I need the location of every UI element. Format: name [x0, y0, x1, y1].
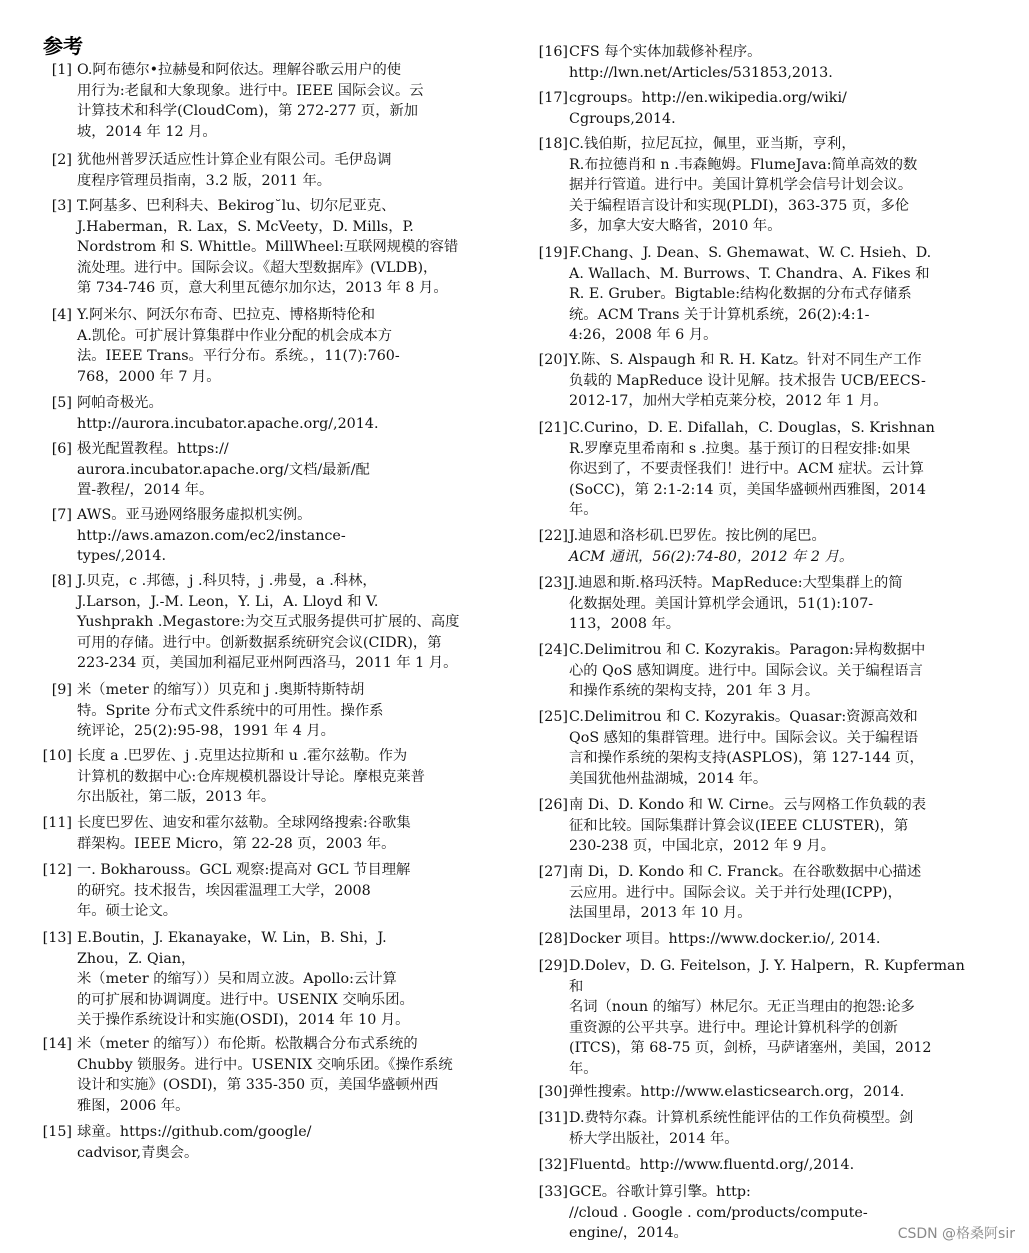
reference-line: cgroups。http://en.wikipedia.org/wiki/ — [569, 90, 847, 106]
reference-number: [13] — [42, 930, 72, 946]
reference-line: 雅图，2006 年。 — [77, 1097, 190, 1114]
reference-text — [77, 860, 492, 922]
reference-number: [21] — [538, 420, 568, 436]
reference-line: 负载的 MapReduce 设计见解。技术报告 UCB/EECS- — [569, 372, 926, 389]
reference-item — [0, 439, 492, 501]
reference-line: CFS 每个实体加载修补程序。 — [569, 44, 762, 60]
reference-line: (SoCC)，第 2:1-2:14 页，美国华盛顿州西雅图，2014 — [569, 481, 927, 498]
reference-text — [77, 60, 492, 142]
reference-text — [77, 393, 492, 434]
reference-number: [14] — [42, 1036, 72, 1052]
reference-text — [569, 573, 1007, 635]
reference-number: [11] — [42, 815, 72, 831]
reference-line: 坡，2014 年 12 月。 — [77, 123, 217, 140]
reference-text — [77, 680, 492, 742]
reference-line: E.Boutin，J. Ekanayake，W. Lin，B. Shi，J. — [77, 930, 387, 946]
reference-text — [569, 134, 1007, 237]
reference-line: J.贝克，c .邦德，j .科贝特，j .弗曼，a .科林， — [77, 573, 377, 589]
reference-line: F.Chang、J. Dean、S. Ghemawat、W. C. Hsieh、D. — [569, 245, 932, 261]
reference-item — [0, 860, 492, 922]
reference-text — [77, 746, 492, 808]
reference-text — [77, 928, 492, 1031]
reference-item — [0, 150, 492, 191]
reference-number: [26] — [538, 797, 568, 813]
reference-item — [0, 305, 492, 387]
reference-line: 223-234 页，美国加利福尼亚州阿西洛马，2011 年 1 月。 — [77, 655, 458, 671]
reference-line: C.钱伯斯，拉尼瓦拉，佩里，亚当斯，亨利， — [569, 136, 856, 152]
reference-line: J.迪恩和洛杉矶.巴罗佐。按比例的尾巴。 — [569, 528, 826, 544]
reference-line: Docker 项目。https://www.docker.io/, 2014. — [569, 931, 881, 947]
reference-line: 米（meter 的缩写））贝克和 j .奥斯特斯特胡 — [77, 682, 365, 698]
reference-text — [77, 505, 492, 567]
reference-line: 可用的存储。进行中。创新数据系统研究会议(CIDR)，第 — [77, 634, 442, 651]
reference-line: 230-238 页，中国北京，2012 年 9 月。 — [569, 838, 836, 854]
reference-line: 年。 — [569, 502, 598, 518]
reference-line: ACM 通讯，56(2):74-80，2012 年 2 月。 — [569, 548, 854, 565]
reference-line: 多，加拿大安大略省，2010 年。 — [569, 218, 782, 234]
reference-number: [19] — [538, 245, 568, 261]
reference-line: D.费特尔森。计算机系统性能评估的工作负荷模型。剑 — [569, 1110, 914, 1126]
reference-number: [27] — [538, 864, 568, 880]
reference-item — [515, 956, 1007, 1079]
reference-line: 统。ACM Trans 关于计算机系统，26(2):4:1- — [569, 306, 870, 323]
reference-line: Y.陈、S. Alspaugh 和 R. H. Katz。针对不同生产工作 — [569, 352, 922, 368]
reference-item — [0, 928, 492, 1031]
reference-line: R. E. Gruber。Bigtable:结构化数据的分布式存储系 — [569, 286, 912, 302]
reference-text — [77, 1034, 492, 1116]
section-title: 参考 — [43, 34, 83, 58]
reference-line: J.Larson，J.-M. Leon，Y. Li，A. Lloyd 和 V. — [77, 593, 379, 610]
reference-line: 的研究。技术报告，埃因霍温理工大学，2008 — [77, 882, 371, 899]
reference-line: 的可扩展和协调调度。进行中。USENIX 交响乐团。 — [77, 991, 414, 1008]
reference-line: 群架构。IEEE Micro，第 22-28 页，2003 年。 — [77, 835, 396, 852]
reference-number: [20] — [538, 352, 568, 368]
reference-line: AWS。亚马逊网络服务虚拟机实例。 — [77, 507, 312, 523]
reference-number: [8] — [51, 573, 72, 589]
reference-line: 4:26，2008 年 6 月。 — [569, 327, 718, 343]
reference-item — [515, 1082, 1007, 1103]
reference-number: [31] — [538, 1110, 568, 1126]
reference-line: 第 734-746 页，意大利里瓦德尔加尔达，2013 年 8 月。 — [77, 280, 448, 296]
reference-text — [569, 929, 1007, 950]
reference-number: [17] — [538, 90, 568, 106]
reference-line: 心的 QoS 感知调度。进行中。国际会议。关于编程语言 — [569, 662, 923, 679]
reference-line: 一. Bokharouss。GCL 观察:提高对 GCL 节目理解 — [77, 862, 411, 878]
reference-line: 重资源的公平共享。进行中。理论计算机科学的创新 — [569, 1019, 898, 1036]
reference-line: 768，2000 年 7 月。 — [77, 368, 221, 385]
reference-item — [0, 196, 492, 299]
reference-line: 化数据处理。美国计算机学会通讯，51(1):107- — [569, 595, 874, 612]
reference-line: 流处理。进行中。国际会议。《超大型数据库》(VLDB)， — [77, 259, 438, 276]
reference-item — [0, 505, 492, 567]
reference-item — [0, 393, 492, 434]
reference-number: [23] — [538, 575, 568, 591]
reference-line: 度程序管理员指南，3.2 版，2011 年。 — [77, 172, 332, 189]
reference-line: Chubby 锁服务。进行中。USENIX 交响乐团。《操作系统 — [77, 1056, 453, 1073]
reference-item — [515, 929, 1007, 950]
reference-line: A. Wallach、M. Burrows、T. Chandra、A. Fikes 和 — [569, 265, 930, 282]
reference-line: (ITCS)，第 68-75 页，剑桥，马萨诸塞州，美国，2012 — [569, 1040, 932, 1056]
reference-text — [569, 526, 1007, 567]
reference-text — [77, 813, 492, 854]
reference-line: 统评论，25(2):95-98，1991 年 4 月。 — [77, 723, 335, 739]
reference-line: 113，2008 年。 — [569, 616, 681, 632]
reference-line: 南 Di、D. Kondo 和 W. Cirne。云与网格工作负载的表 — [569, 797, 927, 813]
reference-number: [25] — [538, 709, 568, 725]
reference-item — [515, 418, 1007, 521]
reference-line: A.凯伦。可扩展计算集群中作业分配的机会成本方 — [77, 327, 393, 344]
reference-line: types/,2014. — [77, 548, 167, 564]
reference-item — [515, 573, 1007, 635]
reference-number: [30] — [538, 1084, 568, 1100]
reference-text — [569, 795, 1007, 857]
reference-number: [10] — [42, 748, 72, 764]
reference-line: 设计和实施》(OSDI)，第 335-350 页，美国华盛顿州西 — [77, 1077, 439, 1093]
reference-line: //cloud . Google . com/products/compute- — [569, 1204, 868, 1221]
reference-line: 和 — [569, 978, 584, 995]
reference-line: 关于编程语言设计和实现(PLDI)，363-375 页，多伦 — [569, 197, 910, 214]
reference-line: 据并行管道。进行中。美国计算机学会信号计划会议。 — [569, 177, 913, 193]
reference-line: 长度巴罗佐、迪安和霍尔兹勒。全球网络搜索:谷歌集 — [77, 815, 411, 831]
reference-line: 犹他州普罗沃适应性计算企业有限公司。毛伊岛调 — [77, 152, 392, 168]
csdn-watermark: CSDN @格桑阿sir — [897, 1226, 1015, 1242]
reference-text — [569, 1082, 1007, 1103]
reference-line: D.Dolev，D. G. Feitelson，J. Y. Halpern，R. Kupferman — [569, 958, 965, 974]
reference-text — [77, 150, 492, 191]
reference-number: [9] — [51, 682, 72, 698]
reference-line: Y.阿米尔、阿沃尔布奇、巴拉克、博格斯特伦和 — [77, 307, 376, 323]
reference-number: [1] — [51, 62, 72, 78]
reference-line: 言和操作系统的架构支持(ASPLOS)，第 127-144 页， — [569, 750, 924, 766]
reference-number: [22] — [538, 528, 568, 544]
reference-line: 你迟到了，不要责怪我们！进行中。ACM 症状。云计算 — [569, 461, 924, 477]
reference-line: engine/，2014。 — [569, 1225, 688, 1241]
reference-text — [77, 439, 492, 501]
reference-text — [569, 1155, 1007, 1176]
reference-line: http://aws.amazon.com/ec2/instance- — [77, 527, 346, 544]
reference-text — [569, 862, 1007, 924]
reference-line: 特。Sprite 分布式文件系统中的可用性。操作系 — [77, 702, 384, 719]
reference-line: 美国犹他州盐湖城，2014 年。 — [569, 770, 768, 787]
reference-text — [77, 196, 492, 299]
reference-number: [5] — [51, 395, 72, 411]
reference-item — [0, 1122, 492, 1163]
reference-line: 年。 — [569, 1060, 598, 1077]
reference-line: Cgroups,2014. — [569, 110, 676, 127]
reference-item — [515, 862, 1007, 924]
reference-item — [515, 134, 1007, 237]
reference-item — [515, 88, 1007, 129]
reference-number: [16] — [538, 44, 568, 60]
reference-line: C.Delimitrou 和 C. Kozyrakis。Quasar:资源高效和 — [569, 709, 918, 725]
reference-line: 球童。https://github.com/google/ — [77, 1124, 312, 1140]
reference-text — [569, 956, 1007, 1079]
reference-item — [0, 746, 492, 808]
reference-line: Fluentd。http://www.fluentd.org/,2014. — [569, 1157, 855, 1173]
reference-line: 用行为:老鼠和大象现象。进行中。IEEE 国际会议。云 — [77, 82, 424, 99]
reference-line: http://lwn.net/Articles/531853,2013. — [569, 64, 833, 81]
reference-line: Nordstrom 和 S. Whittle。MillWheel:互联网规模的容错 — [77, 239, 459, 255]
reference-text — [569, 418, 1007, 521]
reference-line: 置-教程/，2014 年。 — [77, 482, 214, 498]
reference-line: 云应用。进行中。国际会议。关于并行处理(ICPP)， — [569, 884, 902, 901]
reference-line: J.Haberman，R. Lax，S. McVeety，D. Mills，P. — [77, 218, 414, 235]
reference-text — [569, 42, 1007, 83]
reference-item — [515, 526, 1007, 567]
reference-line: Zhou，Z. Qian， — [77, 950, 196, 967]
reference-text — [77, 305, 492, 387]
reference-line: 名词（noun 的缩写）林尼尔。无正当理由的抱怨:论多 — [569, 999, 915, 1015]
reference-text — [569, 88, 1007, 129]
reference-line: O.阿布德尔•拉赫曼和阿依达。理解谷歌云用户的使 — [77, 62, 402, 78]
reference-number: [28] — [538, 931, 568, 947]
reference-line: 尔出版社，第二版，2013 年。 — [77, 789, 276, 805]
reference-line: 关于操作系统设计和实施(OSDI)，2014 年 10 月。 — [77, 1012, 410, 1028]
reference-line: 和操作系统的架构支持，201 年 3 月。 — [569, 683, 820, 699]
reference-text — [569, 350, 1007, 412]
reference-line: 征和比较。国际集群计算会议(IEEE CLUSTER)，第 — [569, 817, 909, 834]
reference-number: [24] — [538, 642, 568, 658]
reference-line: 计算技术和科学(CloudCom)，第 272-277 页，新加 — [77, 103, 419, 119]
reference-text — [77, 1122, 492, 1163]
reference-item — [515, 42, 1007, 83]
reference-number: [4] — [51, 307, 72, 323]
reference-item — [515, 1155, 1007, 1176]
reference-line: QoS 感知的集群管理。进行中。国际会议。关于编程语 — [569, 729, 919, 746]
reference-item — [0, 571, 492, 674]
reference-line: 2012-17，加州大学柏克莱分校，2012 年 1 月。 — [569, 393, 888, 409]
reference-text — [569, 707, 1007, 789]
reference-text — [569, 243, 1007, 346]
reference-number: [33] — [538, 1184, 568, 1200]
reference-item — [515, 1108, 1007, 1149]
reference-line: C.Delimitrou 和 C. Kozyrakis。Paragon:异构数据中 — [569, 642, 926, 658]
reference-line: 长度 a .巴罗佐、j .克里达拉斯和 u .霍尔兹勒。作为 — [77, 748, 408, 764]
reference-text — [77, 571, 492, 674]
reference-item — [515, 350, 1007, 412]
reference-number: [12] — [42, 862, 72, 878]
reference-line: 计算机的数据中心:仓库规模机器设计导论。摩根克莱普 — [77, 768, 425, 785]
reference-number: [6] — [51, 441, 72, 457]
reference-item — [0, 680, 492, 742]
reference-line: 桥大学出版社，2014 年。 — [569, 1130, 739, 1147]
reference-number: [7] — [51, 507, 72, 523]
reference-number: [18] — [538, 136, 568, 152]
reference-line: 阿帕奇极光。 — [77, 395, 163, 411]
reference-number: [32] — [538, 1157, 568, 1173]
reference-item — [515, 707, 1007, 789]
reference-line: J.迪恩和斯.格玛沃特。MapReduce:大型集群上的简 — [569, 575, 903, 591]
reference-text — [569, 640, 1007, 702]
reference-line: T.阿基多、巴利科夫、Bekirog˘lu、切尔尼亚克、 — [77, 198, 396, 214]
reference-number: [3] — [51, 198, 72, 214]
reference-item — [515, 795, 1007, 857]
reference-item — [0, 1034, 492, 1116]
reference-item — [515, 243, 1007, 346]
reference-number: [2] — [51, 152, 72, 168]
reference-number: [29] — [538, 958, 568, 974]
reference-line: 年。硕士论文。 — [77, 903, 178, 919]
reference-line: 法。IEEE Trans。平行分布。系统。，11(7):760- — [77, 348, 400, 364]
reference-line: cadvisor,青奥会。 — [77, 1144, 199, 1161]
reference-line: Yushprakh .Megastore:为交互式服务提供可扩展的、高度 — [77, 614, 460, 630]
reference-item — [0, 60, 492, 142]
reference-line: GCE。谷歌计算引擎。http: — [569, 1184, 751, 1200]
reference-item — [0, 813, 492, 854]
reference-text — [569, 1108, 1007, 1149]
reference-line: R.布拉德肖和 n .韦森鲍姆。FlumeJava:简单高效的数 — [569, 156, 918, 173]
reference-line: 南 Di，D. Kondo 和 C. Franck。在谷歌数据中心描述 — [569, 864, 922, 880]
reference-line: 极光配置教程。https:// — [77, 441, 229, 457]
reference-line: 米（meter 的缩写））布伦斯。松散耦合分布式系统的 — [77, 1036, 418, 1052]
reference-line: aurora.incubator.apache.org/文档/最新/配 — [77, 461, 370, 478]
reference-number: [15] — [42, 1124, 72, 1140]
reference-line: http://aurora.incubator.apache.org/,2014. — [77, 415, 379, 432]
reference-line: 米（meter 的缩写））吴和周立波。Apollo:云计算 — [77, 971, 397, 987]
reference-item — [515, 640, 1007, 702]
reference-line: 弹性搜索。http://www.elasticsearch.org，2014. — [569, 1084, 905, 1100]
reference-line: 法国里昂，2013 年 10 月。 — [569, 905, 752, 921]
reference-line: R.罗摩克里希南和 s .拉奥。基于预订的日程安排:如果 — [569, 440, 911, 457]
reference-line: C.Curino，D. E. Difallah，C. Douglas，S. Krishnan — [569, 420, 935, 436]
